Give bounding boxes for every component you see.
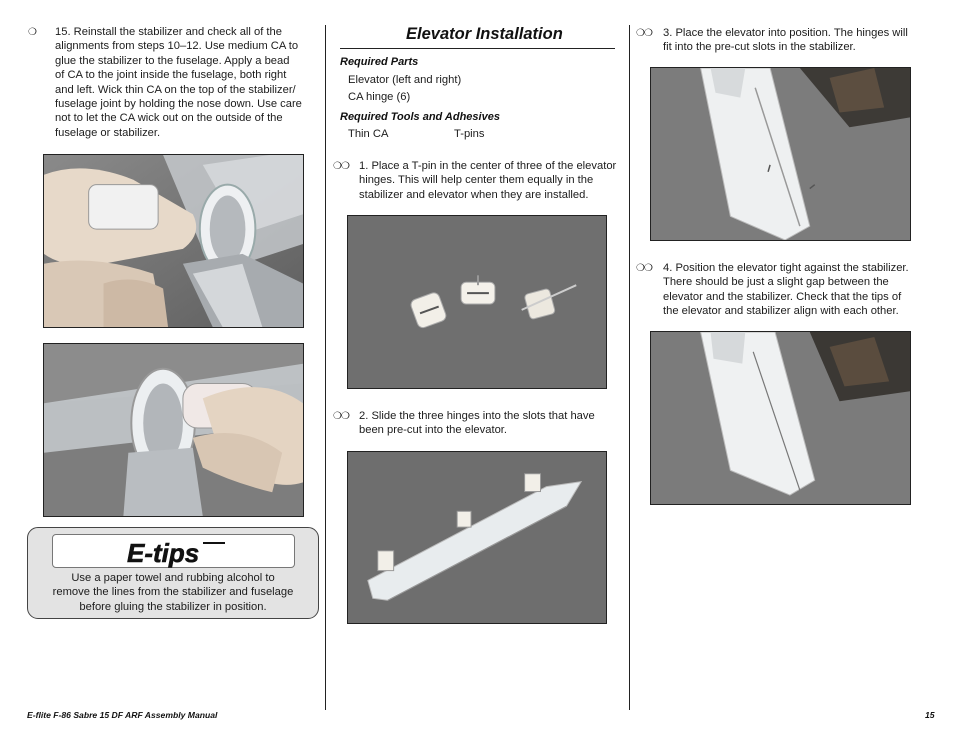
text-line: hinges. This will help center them equally in the bbox=[359, 174, 594, 187]
photo-elevator-position bbox=[650, 67, 911, 241]
text-line: Use a paper towel and rubbing alcohol to bbox=[71, 572, 275, 584]
e-tips-logo-frame bbox=[52, 534, 295, 568]
photo-elevator-hinges bbox=[347, 451, 607, 624]
text-line: 2. Slide the three hinges into the slots that have bbox=[359, 410, 595, 422]
text-line: fuselage joint by holding the nose down. Use care bbox=[55, 98, 302, 111]
footer-title: E-flite F-86 Sabre 15 DF ARF Assembly Manual bbox=[27, 710, 218, 720]
text-line: 4. Position the elevator tight against the stabilizer. bbox=[663, 262, 909, 274]
text-line: the elevator and stabilizer align with each other. bbox=[663, 305, 899, 318]
step-checkbox[interactable]: ❍❍ bbox=[636, 263, 652, 274]
text-line: alignments from steps 10–12. Use medium CA to bbox=[55, 40, 299, 53]
text-line: and left. Wick thin CA on the top of the stabilizer/ bbox=[55, 83, 296, 96]
text-line: not to let the CA wick out on the outside of the bbox=[55, 112, 283, 125]
photo-elevator-tight bbox=[650, 331, 911, 505]
step-checkbox[interactable]: ❍ bbox=[28, 27, 36, 38]
photo-apply-ca bbox=[43, 343, 304, 517]
step-checkbox[interactable]: ❍❍ bbox=[333, 161, 349, 172]
required-tools-label: Required Tools and Adhesives bbox=[340, 111, 500, 123]
text-line: elevator and the stabilizer. Check that the tips of bbox=[663, 290, 902, 303]
text-line: been pre-cut into the elevator. bbox=[359, 424, 508, 437]
heading-rule bbox=[340, 48, 615, 49]
column-divider bbox=[629, 25, 630, 710]
text-line: 3. Place the elevator into position. The hinges will bbox=[663, 27, 908, 39]
column-divider bbox=[325, 25, 326, 710]
step-checkbox[interactable]: ❍❍ bbox=[333, 411, 349, 422]
text-line: stabilizer and elevator when they are installed. bbox=[359, 188, 589, 201]
e-tips-text bbox=[36, 571, 310, 614]
required-part-item: Elevator (left and right) bbox=[348, 74, 462, 86]
text-line: 15. Reinstall the stabilizer and check all of the bbox=[55, 26, 282, 38]
section-heading: Elevator Installation bbox=[406, 25, 563, 43]
text-line: fit into the pre-cut slots in the stabilizer. bbox=[663, 41, 856, 54]
text-line: There should be just a slight gap between the bbox=[663, 276, 889, 289]
required-tool-item: Thin CA bbox=[348, 128, 389, 140]
text-line: remove the lines from the stabilizer and fuselage bbox=[52, 586, 294, 599]
text-line: of CA to the joint inside the fuselage, both right bbox=[55, 69, 287, 82]
text-line: 1. Place a T-pin in the center of three of the elevator bbox=[359, 160, 617, 172]
photo-glue-stabilizer bbox=[43, 154, 304, 328]
page-number: 15 bbox=[925, 710, 935, 720]
required-tool-item: T-pins bbox=[454, 128, 485, 140]
step-checkbox[interactable]: ❍❍ bbox=[636, 28, 652, 39]
text-line: fuselage or stabilizer. bbox=[55, 126, 161, 139]
required-parts-label: Required Parts bbox=[340, 56, 419, 68]
e-tips-logo bbox=[53, 535, 296, 569]
e-tips-logo-text: E-tips bbox=[127, 538, 200, 568]
e-tips-box bbox=[27, 527, 319, 619]
text-line: before gluing the stabilizer in position. bbox=[79, 600, 267, 613]
photo-hinges-tpins bbox=[347, 215, 607, 389]
text-line: glue the stabilizer to the fuselage. Apply a bead bbox=[55, 54, 290, 67]
required-part-item: CA hinge (6) bbox=[348, 91, 411, 103]
